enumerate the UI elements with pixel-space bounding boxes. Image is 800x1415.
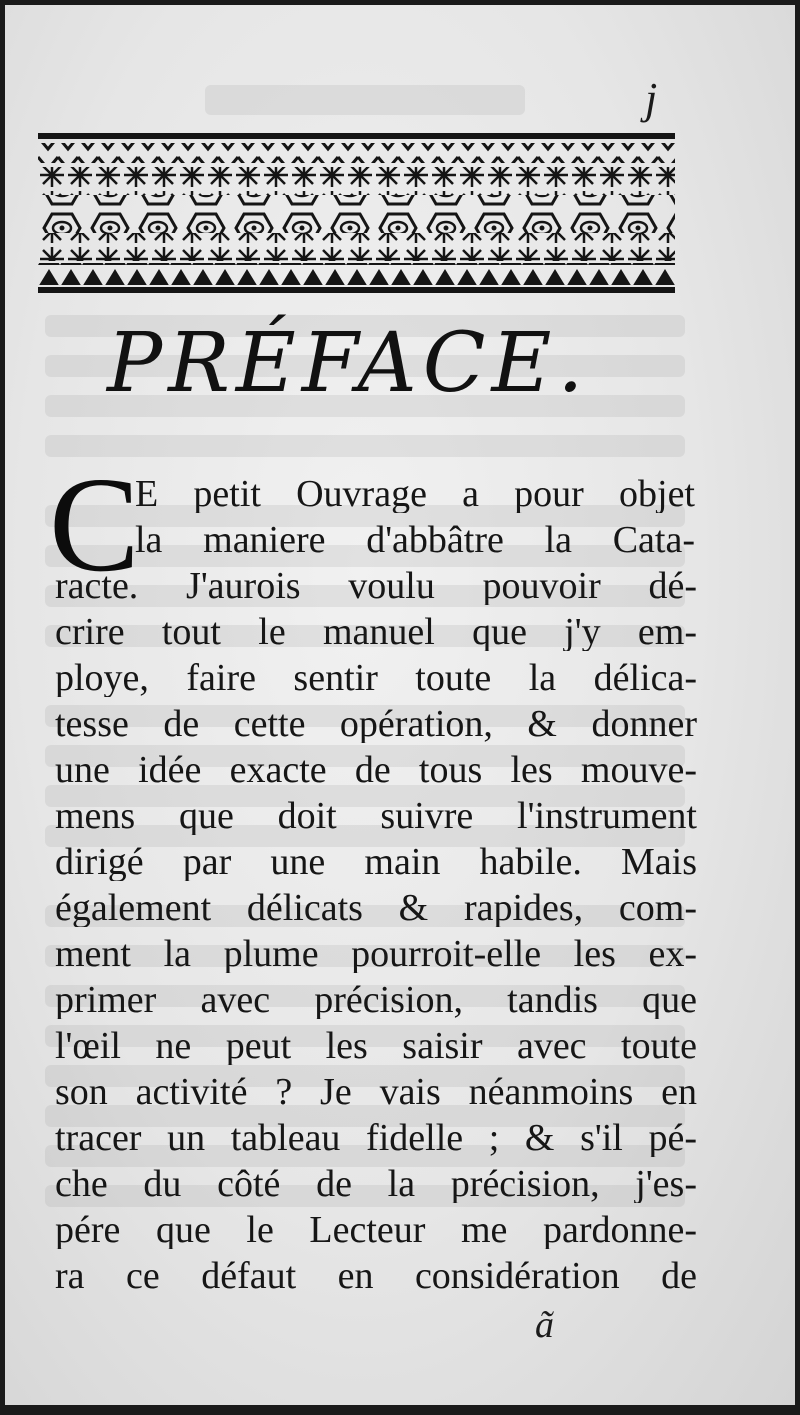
- text-line: ment la plume pourroit-elle les ex-: [55, 935, 697, 973]
- text-line: dirigé par une main habile. Mais: [55, 843, 697, 881]
- page-title: PRÉFACE.: [107, 316, 590, 411]
- drop-cap: C: [49, 450, 140, 600]
- text-line: primer avec précision, tandis que: [55, 981, 697, 1019]
- text-line: la maniere d'abbâtre la Cata-: [135, 521, 695, 559]
- book-page: [5, 5, 795, 1405]
- signature-mark: ã: [535, 1304, 554, 1346]
- text-line: mens que doit suivre l'instrument: [55, 797, 697, 835]
- text-line: son activité ? Je vais néanmoins en: [55, 1073, 697, 1111]
- text-line: l'œil ne peut les saisir avec toute: [55, 1027, 697, 1065]
- text-line: pére que le Lecteur me pardonne-: [55, 1211, 697, 1249]
- text-line: ra ce défaut en considération de: [55, 1257, 697, 1295]
- text-line: racte. J'aurois voulu pouvoir dé-: [55, 567, 697, 605]
- text-line: également délicats & rapides, com-: [55, 889, 697, 927]
- page-number: j: [645, 74, 658, 123]
- text-line: tracer un tableau fidelle ; & s'il pé-: [55, 1119, 697, 1157]
- text-line: E petit Ouvrage a pour objet: [135, 475, 695, 513]
- text-line: crire tout le manuel que j'y em-: [55, 613, 697, 651]
- text-line: ploye, faire sentir toute la délica-: [55, 659, 697, 697]
- text-line: une idée exacte de tous les mouve-: [55, 751, 697, 789]
- text-line: che du côté de la précision, j'es-: [55, 1165, 697, 1203]
- text-line: tesse de cette opération, & donner: [55, 705, 697, 743]
- ornament-band: [38, 133, 675, 293]
